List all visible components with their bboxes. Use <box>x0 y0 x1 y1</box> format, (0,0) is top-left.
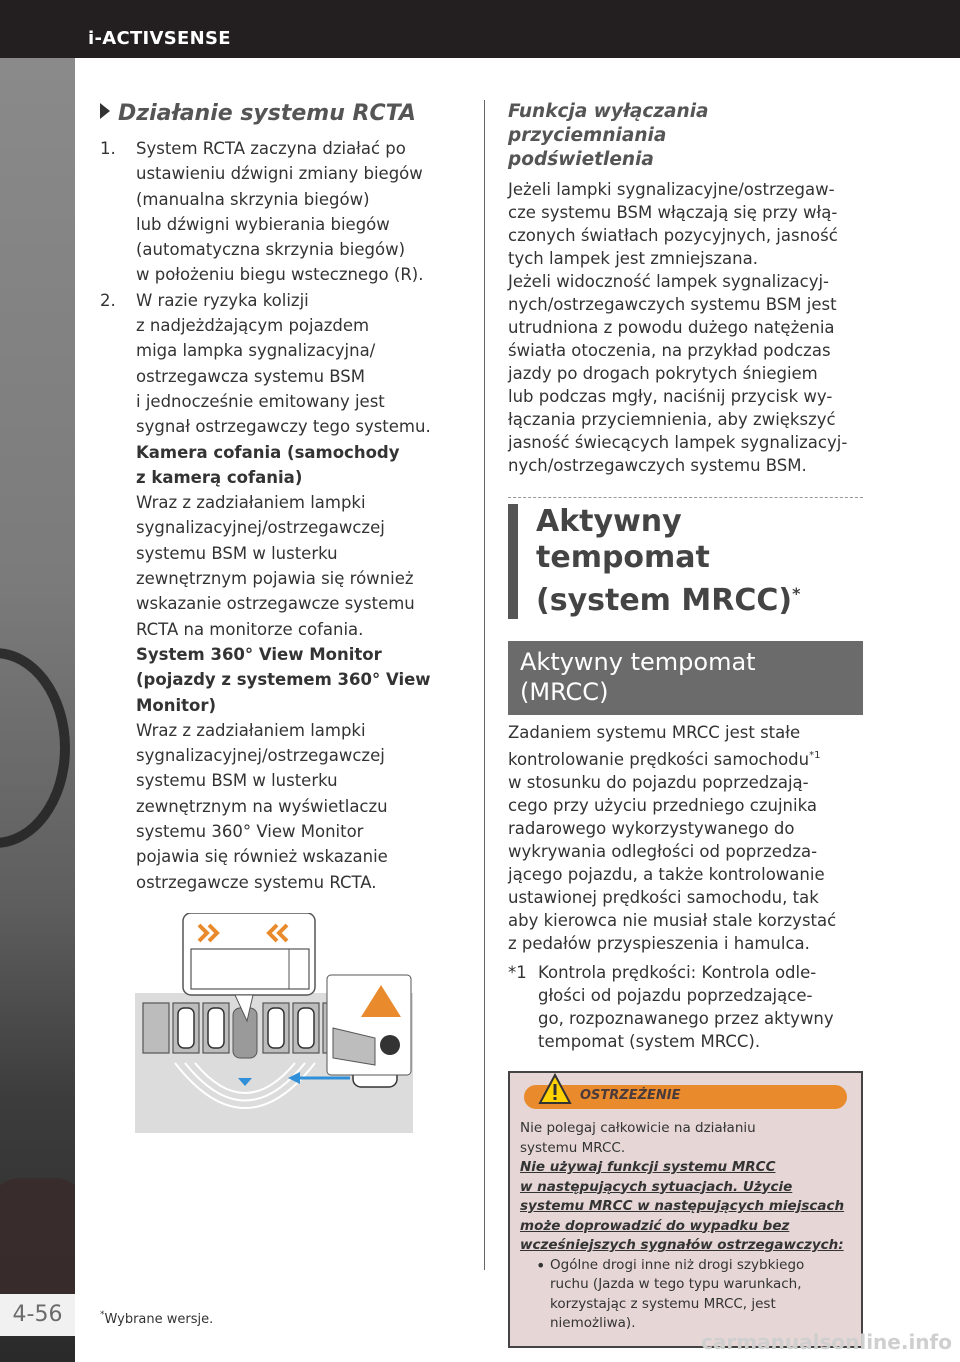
subheading-360: (pojazdy z systemem 360° View <box>136 670 431 690</box>
step-2-line: sygnał ostrzegawczy tego systemu. <box>136 417 431 437</box>
step-1-line: w położeniu biegu wstecznego (R). <box>136 265 424 285</box>
view360-line: Wraz z zadziałaniem lampki <box>136 720 366 740</box>
heading-bullet-icon <box>100 103 110 119</box>
step-1: 1. System RCTA zaczyna działać po ustawieniu dźwigni zmiany biegów (manualna skrzynia biegów) lub dźwigni wybierania biegów (automatyczna skrzynia biegów) w położeniu biegu wstecznego (R). <box>100 136 465 288</box>
view360-line: systemu 360° View Monitor <box>136 822 364 842</box>
rcta-illustration <box>135 913 413 1133</box>
step-1-line: (manualna skrzynia biegów) <box>136 189 370 209</box>
camera-line: sygnalizacyjnej/ostrzegawczej <box>136 518 385 538</box>
steps-list <box>100 136 465 895</box>
camera-line: RCTA na monitorze cofania. <box>136 619 364 639</box>
steering-wheel-graphic <box>0 648 70 848</box>
view360-line: sygnalizacyjnej/ostrzegawczej <box>136 746 385 766</box>
step-1-line: System RCTA zaczyna działać po <box>136 139 406 158</box>
step-2-line: miga lampka sygnalizacyjna/ <box>136 341 376 361</box>
camera-line: Wraz z zadziałaniem lampki <box>136 493 366 513</box>
page-number: 4-56 <box>0 1294 75 1336</box>
step-2-line: W razie ryzyka kolizji <box>136 290 309 310</box>
left-column <box>100 100 465 1133</box>
column-divider <box>484 100 485 1270</box>
view360-line: pojawia się również wskazanie <box>136 847 388 867</box>
monitor-screen <box>191 949 309 989</box>
warning-bullet: • Ogólne drogi inne niż drogi szybkiego ruchu (Jazda w tego typu warunkach, korzystając z systemu MRCC, jest niemożliwa). <box>520 1256 851 1334</box>
dimming-heading: podświetlenia <box>508 149 654 170</box>
subheading-360: System 360° View Monitor <box>136 644 382 664</box>
dimming-heading: Funkcja wyłączania przyciemniania <box>508 101 709 146</box>
warning-triangle-icon <box>538 1073 572 1105</box>
warning-label: OSTRZEŻENIE <box>580 1088 681 1103</box>
subheading-camera: Kamera cofania (samochody <box>136 442 400 462</box>
step-2-line: ostrzegawcza systemu BSM <box>136 366 366 386</box>
step-1-line: ustawieniu dźwigni zmiany biegów <box>136 164 423 184</box>
step-1-line: lub dźwigni wybierania biegów <box>136 214 390 234</box>
view360-line: ostrzegawcze systemu RCTA. <box>136 872 377 892</box>
step-1-line: (automatyczna skrzynia biegów) <box>136 240 406 260</box>
dimming-paragraph: Jeżeli lampki sygnalizacyjne/ostrzegaw- cze systemu BSM włączają się przy włą- czonych światłach pozycyjnych, jasność tych lampek jest zmniejszana. Jeżeli widoczność lampek sygnalizacyj- nych/ostrzegawczych systemu BSM jest utrudniona z powodu dużego natężenia światła otoczenia, na przykład podczas jazdy po drogach pokrytych śniegiem lub podczas mgły, naciśnij przycisk wy- łączania przyciemnienia, aby zwiększyć jasność świecących lampek sygnalizacyj- nych/ostrzegawczych systemu BSM. <box>508 180 848 475</box>
camera-line: systemu BSM w lusterku <box>136 543 338 563</box>
subheading-camera: z kamerą cofania) <box>136 467 303 487</box>
right-column <box>508 100 863 1348</box>
subsection-title-box: Aktywny tempomat (MRCC) <box>508 641 863 715</box>
speed-control-footnote: *1 Kontrola prędkości: Kontrola odle- głości od pojazdu poprzedzające- go, rozpoznawanego przez aktywny tempomat (system MRCC). <box>508 963 834 1051</box>
rcta-diagram <box>135 913 413 1133</box>
section-title: i-ACTIVSENSE <box>88 28 231 49</box>
view360-line: zewnętrznym na wyświetlaczu <box>136 796 388 816</box>
step-2: 2. W razie ryzyka kolizji z nadjeżdżającym pojazdem miga lampka sygnalizacyjna/ ostrzegawcza systemu BSM i jednocześnie emitowany jest sygnał ostrzegawczy tego systemu. Kamera cofania (samochody z kamerą cofania) Wraz z zadziałaniem lampki sygnalizacyjnej/ostrzegawczej systemu BSM w lusterku zewnętrznym pojawia się również wskazanie ostrzegawcze systemu RCTA na monitorze cofania. System 360° View Monitor (pojazdy z systemem 360° View Monitor) Wraz z zadziałaniem lampki sygnalizacyjnej/ostrzegawczej systemu BSM w lusterku zewnętrznym na wyświetlaczu systemu 360° View Monitor pojawia się również wskazanie ostrzegawcze systemu RCTA. <box>100 288 465 895</box>
camera-line: wskazanie ostrzegawcze systemu <box>136 594 415 614</box>
section-separator <box>508 497 863 498</box>
footer-footnote: *Wybrane wersje. <box>100 1310 214 1327</box>
watermark: carmanualsonline.info <box>701 1330 952 1354</box>
view360-line: systemu BSM w lusterku <box>136 771 338 791</box>
warning-header <box>524 1085 847 1109</box>
section-heading: Działanie systemu RCTA <box>100 100 465 128</box>
mrcc-intro: Zadaniem systemu MRCC jest stałe kontrolowanie prędkości samochodu$^{*1}$ w stosunku do pojazdu poprzedzają- cego przy użyciu przedniego czujnika radarowego wykorzystywanego do wykrywania odległości od poprzedza- jącego pojazdu, a także kontrolowanie ustawionej prędkości samochodu, tak aby kierowca nie musiał stale korzystać z pedałów przyspieszenia i hamulca. <box>508 723 837 953</box>
mirror-lamp-icon <box>380 1035 400 1055</box>
chapter-title: Aktywny tempomat (system MRCC)* <box>508 504 863 619</box>
seat-graphic <box>0 1178 75 1308</box>
step-2-line: z nadjeżdżającym pojazdem <box>136 316 370 336</box>
header-bar <box>0 0 960 58</box>
camera-line: zewnętrznym pojawia się również <box>136 569 414 589</box>
optional-mark: * <box>792 584 801 603</box>
side-photo-strip <box>0 58 75 1362</box>
subheading-360: Monitor) <box>136 695 217 715</box>
warning-box: OSTRZEŻENIE Nie polegaj całkowicie na działaniu systemu MRCC. Nie używaj funkcji systemu MRCC w następujących sytuacjach. Użycie systemu MRCC w następujących miejscach może doprowadzić do wypadku bez wcześniejszych sygnałów ostrzegawczych: • Ogólne drogi inne niż drogi szybkiego ruchu (Jazda w tego typu warunkach, korzystając z systemu MRCC, jest niemożliwa). <box>508 1071 863 1348</box>
footnote-ref: *1 <box>809 750 821 761</box>
step-2-line: i jednocześnie emitowany jest <box>136 391 385 411</box>
